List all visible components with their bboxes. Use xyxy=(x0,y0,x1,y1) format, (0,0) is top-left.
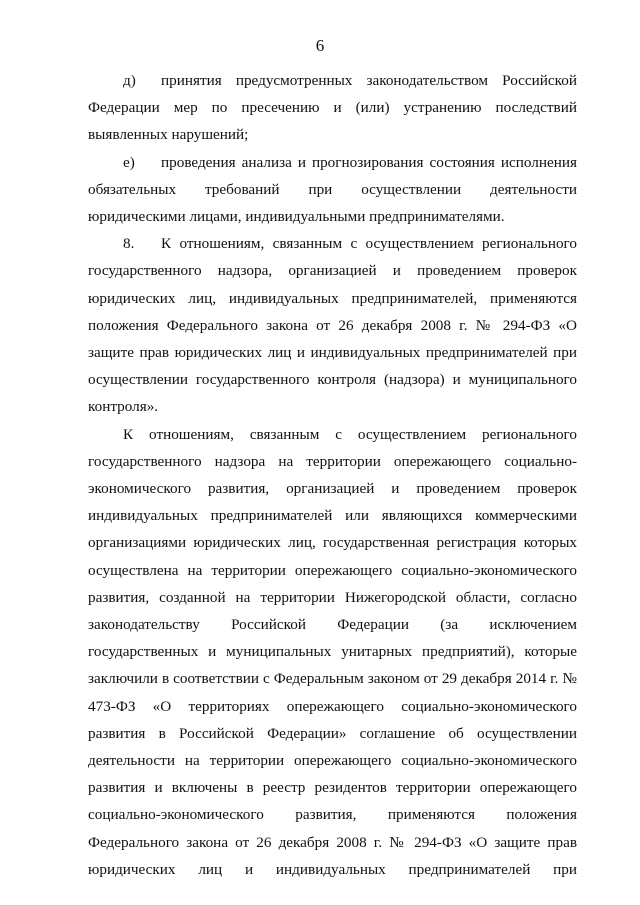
paragraph-e xyxy=(88,149,577,231)
paragraph-d xyxy=(88,67,577,149)
section-number-8: 8. xyxy=(123,235,135,253)
paragraph-8 xyxy=(88,230,577,420)
list-marker-d: д) xyxy=(123,72,136,89)
document-body xyxy=(88,67,577,883)
paragraph-8-continuation: К отношениям, связанным с осуществлением регионального государственного надзора на территории опережающего социально-экономического развития, организацией и проведением проверок индивидуальных предпринимателей или являющихся коммерческими организациями юридических лиц, государственная регистрация которых осуществлена на территории опережающего социально-экономического развития, созданной на территории Нижегородской области, согласно законодательству Российской Федерации (за исключением государственных и муниципальных унитарных предприятий), которые заключили в соответствии с Федеральным законом от 29 декабря 2014 г. № 473-ФЗ «О территориях опережающего социально-экономического развития в Российской Федерации» соглашение об осуществлении деятельности на территории опережающего социально-экономического развития и включены в реестр резидентов территории опережающего социально-экономического развития, применяются положения Федерального закона от 26 декабря 2008 г. № 294-ФЗ «О защите прав юридических лиц и индивидуальных предпринимателей при xyxy=(88,425,577,878)
paragraph-e-text: проведения анализа и прогнозирования состояния исполнения обязательных требований при осуществлении деятельности юридическими лицами, индивидуальными предпринимателями. xyxy=(88,153,577,226)
paragraph-8-text: К отношениям, связанным с осуществлением регионального государственного надзора, организацией и проведением проверок юридических лиц, индивидуальных предпринимателей, применяются положения Федерального закона от 26 декабря 2008 г. № 294-ФЗ «О защите прав юридических лиц и индивидуальных предпринимателей при осуществлении государственного контроля (надзора) и муниципального контроля». xyxy=(88,235,577,416)
paragraph-d-text: принятия предусмотренных законодательством Российской Федерации мер по пресечению и (или) устранению последствий выявленных нарушений; xyxy=(88,72,577,144)
list-marker-e: е) xyxy=(123,153,135,171)
page-number: 6 xyxy=(315,36,325,55)
